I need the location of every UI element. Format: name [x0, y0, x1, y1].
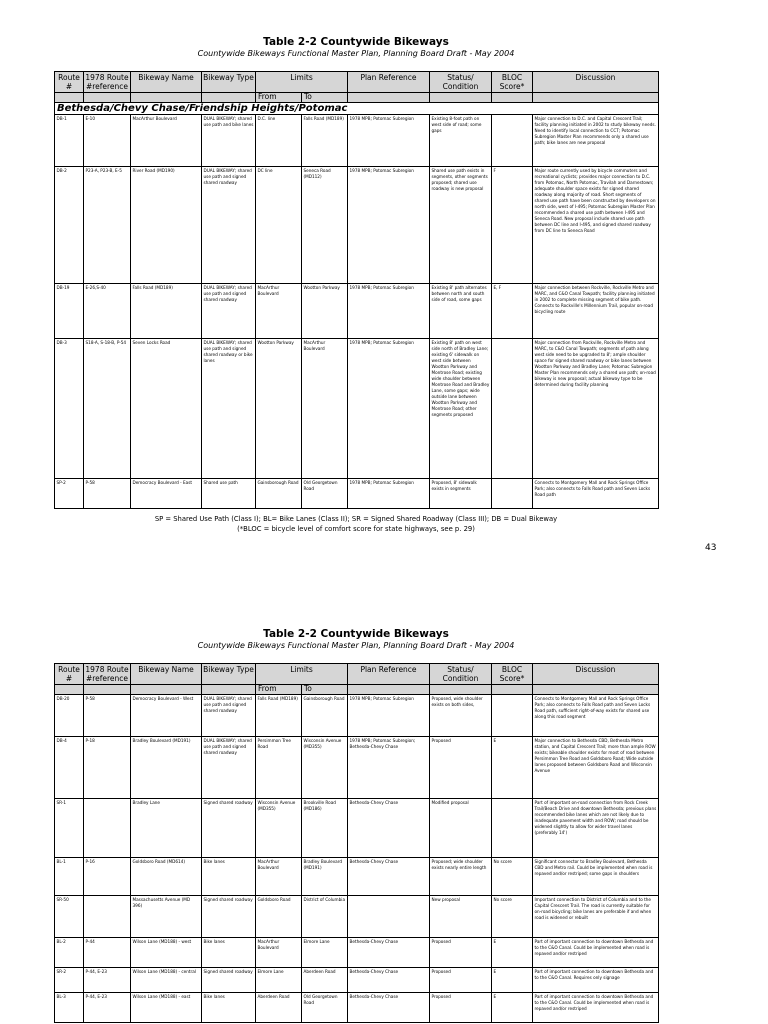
table-row	[55, 115, 659, 167]
cell-to: Elmore Lane	[302, 938, 348, 968]
header-limits: Limits	[256, 664, 348, 685]
table-row	[55, 968, 659, 993]
header-status: Status/ Condition	[430, 664, 492, 685]
cell-from: Goldsboro Road	[256, 896, 302, 938]
cell-to: Wootton Parkway	[302, 284, 348, 339]
table-title: Table 2-2 Countywide Bikeways	[263, 36, 449, 48]
cell-from: Persimmon Tree Road	[256, 737, 302, 799]
cell-discussion: Part of important connection to downtown Bethesda and to the C&O Canal. Could be implemented when road is repaved and/or restriped	[533, 993, 659, 1023]
cell-to: Aberdeen Road	[302, 968, 348, 993]
table-row	[55, 167, 659, 284]
cell-type: DUAL BIKEWAY; shared use path and bike lanes	[202, 115, 256, 167]
header-to: To	[302, 93, 348, 103]
table-row	[55, 799, 659, 858]
cell-name: River Road (MD190)	[131, 167, 202, 284]
section-heading: Bethesda/Chevy Chase/Friendship Heights/Potomac	[55, 103, 659, 115]
cell-from: MacArthur Boulevard	[256, 858, 302, 896]
cell-to: Old Georgetown Road	[302, 993, 348, 1023]
cell-name: Falls Road (MD189)	[131, 284, 202, 339]
cell-discussion: Major connection to Bethesda CBD, Bethesda Metro station, and Capital Crescent Trail; more than ample ROW exists; bikeable shoulder exists for most of road between Persimmon Tree Road and Goldsboro Road; Wide outside lanes proposed between Goldsboro Road and Wisconsin Avenue	[533, 737, 659, 799]
page-44	[54, 628, 658, 1023]
cell-bloc: F	[492, 167, 533, 284]
cell-plan: Bethesda-Chevy Chase	[348, 968, 430, 993]
header-discussion: Discussion	[533, 664, 659, 685]
header-from: From	[256, 685, 302, 695]
cell-plan: Bethesda-Chevy Chase	[348, 993, 430, 1023]
cell-ref: P-58	[84, 479, 131, 509]
cell-ref: P23-A, P23-B, E-5	[84, 167, 131, 284]
cell-type: Bike lanes	[202, 993, 256, 1023]
cell-type: DUAL BIKEWAY; shared use path and signed shared roadway or bike lanes	[202, 339, 256, 479]
header-bikeway-name: Bikeway Name	[131, 72, 202, 93]
cell-from: D.C. line	[256, 115, 302, 167]
cell-status: Existing 8' path alternates between north and south side of road, some gaps	[430, 284, 492, 339]
cell-plan: 1978 MPB; Potomac Subregion	[348, 479, 430, 509]
cell-status: Shared use path exists in segments, other segments proposed; shared use roadway is new proposal	[430, 167, 492, 284]
cell-route: DB-3	[55, 339, 84, 479]
cell-name: Wilson Lane (MD188) - central	[131, 968, 202, 993]
cell-route: SR-1	[55, 799, 84, 858]
cell-type: Bike lanes	[202, 938, 256, 968]
cell-ref: P-44	[84, 938, 131, 968]
table-row	[55, 858, 659, 896]
cell-status: New proposal	[430, 896, 492, 938]
cell-route: BL-3	[55, 993, 84, 1023]
cell-bloc	[492, 115, 533, 167]
bikeways-table	[54, 71, 659, 509]
cell-discussion: Part of important connection to downtown Bethesda and to the C&O Canal. Could be implemented when road is repaved and/or restriped	[533, 938, 659, 968]
table-row	[55, 339, 659, 479]
cell-status: Existing 8-foot path on west side of road; some gaps	[430, 115, 492, 167]
cell-status: Modified proposal	[430, 799, 492, 858]
cell-status: Proposed, wide shoulder exists on both sides,	[430, 695, 492, 737]
cell-status: Existing 8' path on west side north of Bradley Lane; existing 6' sidewalk on west side between Wootton Parkway and Montrose Road; existing wide shoulder between Montrose Road and Bradley Lane, some gaps; wide outside lane between Wootton Parkway and Montrose Road; other segments proposed	[430, 339, 492, 479]
cell-name: Bradley Lane	[131, 799, 202, 858]
cell-to: Gainsborough Road	[302, 695, 348, 737]
cell-discussion: Major connection to D.C. and Capital Crescent Trail; facility planning initiated in 2002 to study bikeway needs. Need to identify local connection to CCT; Potomac Subregion Master Plan recommends only a shared use path; bike lanes are new proposal	[533, 115, 659, 167]
cell-plan: Bethesda-Chevy Chase	[348, 799, 430, 858]
header-limits: Limits	[256, 72, 348, 93]
cell-name: Seven Locks Road	[131, 339, 202, 479]
cell-discussion: Important connection to District of Columbia and to the Capital Crescent Trail. The road is currently suitable for on-road bicycling; bike lanes are preferable if and when road is widened or rebuilt	[533, 896, 659, 938]
cell-from: Elmore Lane	[256, 968, 302, 993]
table-row	[55, 993, 659, 1023]
page-43	[54, 36, 658, 534]
cell-name: Wilson Lane (MD188) - west	[131, 938, 202, 968]
cell-to: Bradley Boulevard (MD191)	[302, 858, 348, 896]
cell-discussion: Connects to Montgomery Mall and Rock Springs Office Park; also connects to Falls Road path and Seven Locks Road path, sufficient right-of-way exists for shared use along this road segment	[533, 695, 659, 737]
header-bikeway-type: Bikeway Type	[202, 72, 256, 93]
cell-type: Signed shared roadway	[202, 896, 256, 938]
cell-discussion: Connects to Montgomery Mall and Rock Springs Office Park; also connects to Falls Road path and Seven Locks Road path	[533, 479, 659, 509]
bikeways-table-continued	[54, 663, 659, 1023]
header-bloc: BLOC Score*	[492, 72, 533, 93]
cell-discussion: Major route currently used by bicycle commuters and recreational cyclists; provides major connection to D.C. from Potomac, North Potomac, Travilah and Darnestown; adequate shoulder space exists for signed shared roadway along majority of road. Short segments of shared use path have been constructed by developers on north side, west of I-495; Potomac Subregion Master Plan recommended a shared use path between I-495 and Seneca Road. New proposal include shared use path between DC line and I-495, and signed shared roadway from DC line to Seneca Road	[533, 167, 659, 284]
footnote-bloc: (*BLOC = bicycle level of comfort score for state highways, see p. 29)	[237, 525, 475, 533]
cell-bloc: E, F	[492, 284, 533, 339]
cell-route: DB-4	[55, 737, 84, 799]
cell-ref: S18-A, S-18-B, P-54	[84, 339, 131, 479]
cell-name: MacArthur Boulevard	[131, 115, 202, 167]
cell-bloc: No score	[492, 858, 533, 896]
header-plan-reference: Plan Reference	[348, 72, 430, 93]
cell-to: Brookville Road (MD186)	[302, 799, 348, 858]
cell-discussion: Part of important connection to downtown Bethesda and to the C&O Canal. Requires only signage	[533, 968, 659, 993]
table-row	[55, 896, 659, 938]
cell-route: DB-19	[55, 284, 84, 339]
cell-bloc: E	[492, 993, 533, 1023]
cell-name: Goldsboro Road (MD614)	[131, 858, 202, 896]
cell-route: DB-1	[55, 115, 84, 167]
header-route: Route #	[55, 664, 84, 685]
cell-bloc: E	[492, 938, 533, 968]
cell-from: Wootton Parkway	[256, 339, 302, 479]
cell-to: Seneca Road (MD112)	[302, 167, 348, 284]
header-status: Status/ Condition	[430, 72, 492, 93]
cell-discussion: Part of important on-road connection from Rock Creek Trail/Beach Drive and downtown Bethesda; previous plans recommended bike lanes which are not likely due to inadequate pavement width and ROW; road should be widened slightly to allow for wider travel lanes (preferably 14')	[533, 799, 659, 858]
cell-type: DUAL BIKEWAY; shared use path and signed shared roadway	[202, 737, 256, 799]
cell-plan: 1978 MPB; Potomac Subregion	[348, 167, 430, 284]
cell-to: Old Georgetown Road	[302, 479, 348, 509]
cell-plan: 1978 MPB; Potomac Subregion	[348, 115, 430, 167]
cell-route: BL-2	[55, 938, 84, 968]
cell-from: Aberdeen Road	[256, 993, 302, 1023]
table-row	[55, 737, 659, 799]
cell-bloc	[492, 695, 533, 737]
cell-to: MacArthur Boulevard	[302, 339, 348, 479]
cell-route: SP-2	[55, 479, 84, 509]
cell-ref: P-16	[84, 858, 131, 896]
page-number: 43	[705, 543, 717, 553]
header-to: To	[302, 685, 348, 695]
cell-ref: P-44, E-23	[84, 968, 131, 993]
header-route: Route #	[55, 72, 84, 93]
table-title: Table 2-2 Countywide Bikeways	[263, 628, 449, 640]
table-row	[55, 695, 659, 737]
cell-type: Bike lanes	[202, 858, 256, 896]
table-subtitle: Countywide Bikeways Functional Master Plan, Planning Board Draft - May 2004	[197, 641, 515, 650]
cell-name: Massachusetts Avenue (MD 396)	[131, 896, 202, 938]
cell-discussion: Major connection from Rockville, Rockville Metro and MARC, to C&O Canal Towpath; segments of path along west side need to be upgraded to 8'; ample shoulder space for signed shared roadway or bike lanes between Wootton Parkway and Bradley Lane; Potomac Subregion Master Plan recommends only a shared use path; on-road bikeway is new proposal; actual bikeway type to be determined during facility planning	[533, 339, 659, 479]
cell-bloc: E	[492, 968, 533, 993]
cell-plan: Bethesda-Chevy Chase	[348, 938, 430, 968]
cell-ref	[84, 799, 131, 858]
cell-bloc	[492, 339, 533, 479]
cell-from: MacArthur Boulevard	[256, 284, 302, 339]
cell-plan: Bethesda-Chevy Chase	[348, 858, 430, 896]
cell-type: DUAL BIKEWAY; shared use path and signed shared roadway	[202, 695, 256, 737]
cell-to: Wisconsin Avenue (MD355)	[302, 737, 348, 799]
table-body-page-43	[55, 115, 659, 509]
header-1978-ref: 1978 Route #reference	[85, 73, 129, 91]
table-row	[55, 479, 659, 509]
table-row	[55, 284, 659, 339]
cell-type: Signed shared roadway	[202, 968, 256, 993]
cell-plan: 1978 MPB; Potomac Subregion; Bethesda-Chevy Chase	[348, 737, 430, 799]
cell-from: DC line	[256, 167, 302, 284]
table-row	[55, 938, 659, 968]
header-discussion: Discussion	[533, 72, 659, 93]
cell-status: Proposed, 8' sidewalk exists in segments	[430, 479, 492, 509]
cell-type: Shared use path	[202, 479, 256, 509]
cell-name: Democracy Boulevard - East	[131, 479, 202, 509]
cell-plan: 1978 MPB; Potomac Subregion	[348, 695, 430, 737]
cell-plan: 1978 MPB; Potomac Subregion	[348, 284, 430, 339]
header-1978-ref: 1978 Route #reference	[85, 665, 129, 683]
cell-route: SR-50	[55, 896, 84, 938]
cell-name: Bradley Boulevard (MD191)	[131, 737, 202, 799]
cell-to: Falls Road (MD189)	[302, 115, 348, 167]
cell-bloc: No score	[492, 896, 533, 938]
cell-ref: E-26,S-40	[84, 284, 131, 339]
cell-ref: P-18	[84, 737, 131, 799]
cell-route: SR-2	[55, 968, 84, 993]
header-from: From	[256, 93, 302, 103]
cell-bloc	[492, 479, 533, 509]
cell-from: Wisconsin Avenue (MD355)	[256, 799, 302, 858]
cell-bloc	[492, 799, 533, 858]
cell-type: DUAL BIKEWAY; shared use path and signed shared roadway	[202, 167, 256, 284]
cell-ref: P-44, E-23	[84, 993, 131, 1023]
cell-name: Wilson Lane (MD188) - east	[131, 993, 202, 1023]
cell-discussion: Significant connector to Bradley Boulevard, Bethesda CBD and Metro rail. Could be implemented when road is repaved and/or restriped; some gaps in shoulders	[533, 858, 659, 896]
cell-from: MacArthur Boulevard	[256, 938, 302, 968]
header-bikeway-name: Bikeway Name	[131, 664, 202, 685]
cell-type: Signed shared roadway	[202, 799, 256, 858]
cell-ref	[84, 896, 131, 938]
cell-to: District of Columbia	[302, 896, 348, 938]
cell-bloc: E	[492, 737, 533, 799]
cell-ref: E-10	[84, 115, 131, 167]
cell-type: DUAL BIKEWAY; shared use path and signed shared roadway	[202, 284, 256, 339]
cell-status: Proposed	[430, 968, 492, 993]
cell-route: DB-2	[55, 167, 84, 284]
header-plan-reference: Plan Reference	[348, 664, 430, 685]
cell-status: Proposed	[430, 993, 492, 1023]
table-body-page-44	[55, 695, 659, 1023]
cell-status: Proposed	[430, 737, 492, 799]
cell-name: Democracy Boulevard - West	[131, 695, 202, 737]
table-subtitle: Countywide Bikeways Functional Master Plan, Planning Board Draft - May 2004	[197, 49, 515, 58]
cell-from: Gainsborough Road	[256, 479, 302, 509]
header-bloc: BLOC Score*	[492, 664, 533, 685]
footnote-legend: SP = Shared Use Path (Class I); BL= Bike Lanes (Class II); SR = Signed Shared Roadway (Class III); DB = Dual Bikeway	[154, 515, 558, 523]
cell-route: DB-20	[55, 695, 84, 737]
cell-plan: 1978 MPB; Potomac Subregion	[348, 339, 430, 479]
cell-status: Proposed	[430, 938, 492, 968]
cell-plan	[348, 896, 430, 938]
cell-discussion: Major connection between Rockville, Rockville Metro and MARC, and C&O Canal Towpath; facility planning initiated in 2002 to complete missing segment of bike path. Connects to Rockville's Millennium Trail, popular on-road bicycling route	[533, 284, 659, 339]
header-bikeway-type: Bikeway Type	[202, 664, 256, 685]
cell-status: Proposed; wide shoulder exists nearly entire length	[430, 858, 492, 896]
cell-ref: P-58	[84, 695, 131, 737]
cell-from: Falls Road (MD189)	[256, 695, 302, 737]
cell-route: BL-1	[55, 858, 84, 896]
